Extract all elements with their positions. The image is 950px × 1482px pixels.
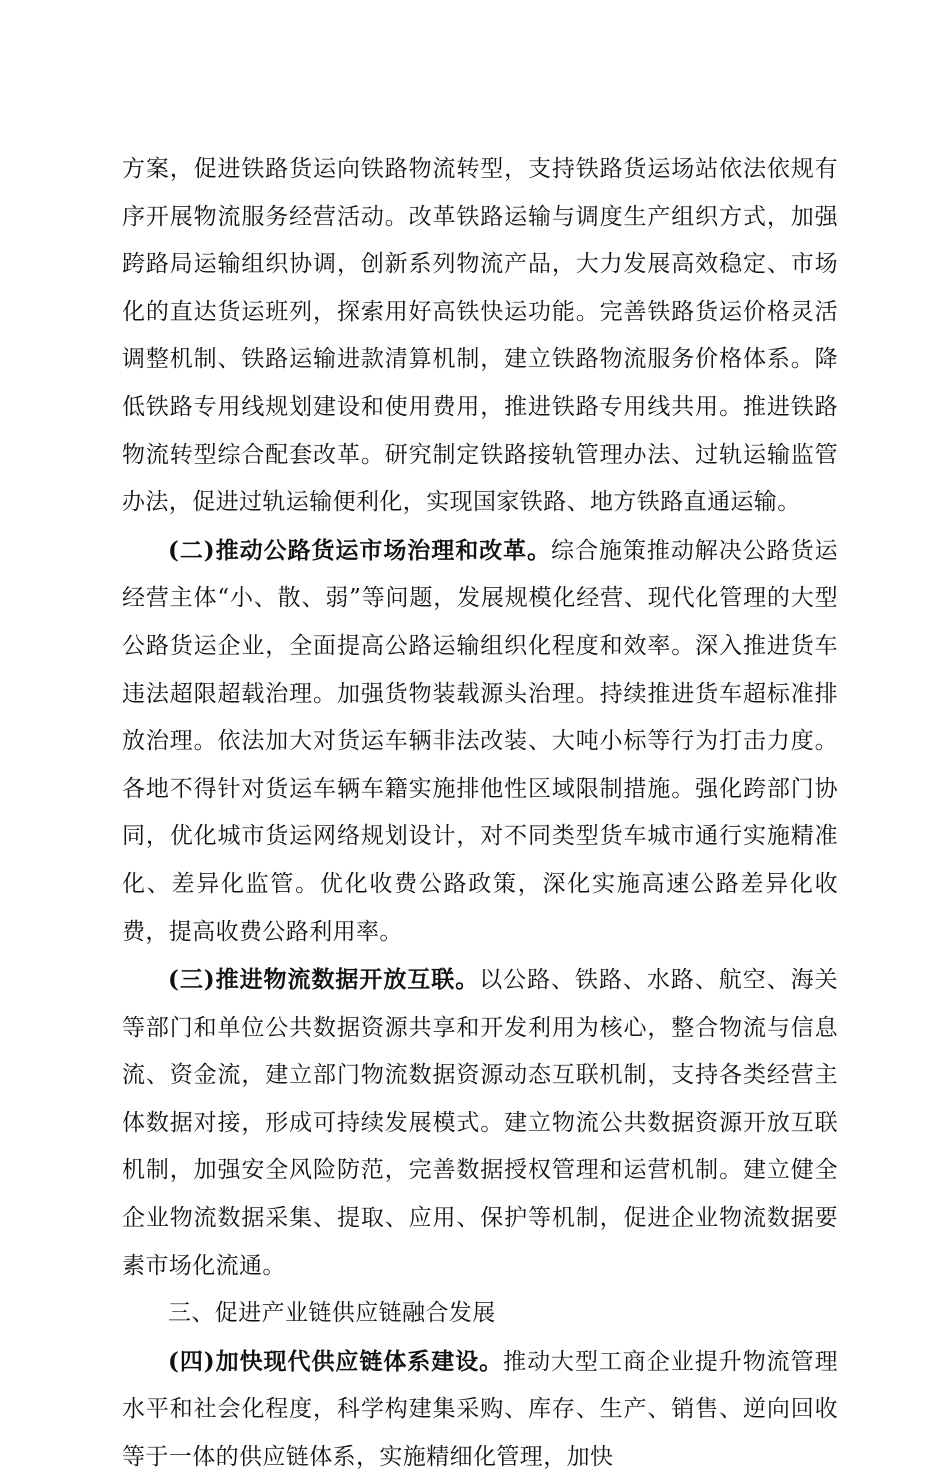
document-page (122, 146, 838, 1482)
paragraph-body: 方案，促进铁路货运向铁路物流转型，支持铁路货运场站依法依规有序开展物流服务经营活动。改革铁路运输与调度生产组织方式，加强跨路局运输组织协调，创新系列物流产品，大力发展高效稳定、市场化的直达货运班列，探索用好高铁快运功能。完善铁路货运价格灵活调整机制、铁路运输进款清算机制，建立铁路物流服务价格体系。降低铁路专用线规划建设和使用费用，推进铁路专用线共用。推进铁路物流转型综合配套改革。研究制定铁路接轨管理办法、过轨运输监管办法，促进过轨运输便利化，实现国家铁路、地方铁路直通运输。 (122, 156, 838, 516)
paragraph-logistics-data (122, 956, 838, 1290)
section-heading: 三、促进产业链供应链融合发展 (168, 1300, 496, 1327)
paragraph-body: 综合施策推动解决公路货运经营主体“小、散、弱”等问题，发展规模化经营、现代化管理的大型公路货运企业，全面提高公路运输组织化程度和效率。深入推进货车违法超限超载治理。加强货物装载源头治理。持续推进货车超标准排放治理。依法加大对货运车辆非法改装、大吨小标等行为打击力度。各地不得针对货运车辆车籍实施排他性区域限制措施。强化跨部门协同，优化城市货运网络规划设计，对不同类型货车城市通行实施精准化、差异化监管。优化收费公路政策，深化实施高速公路差异化收费，提高收费公路利用率。 (122, 537, 838, 945)
paragraph-lead: (三)推进物流数据开放互联。 (168, 966, 480, 994)
paragraph-body: 以公路、铁路、水路、航空、海关等部门和单位公共数据资源共享和开发利用为核心，整合物流与信息流、资金流，建立部门物流数据资源动态互联机制，支持各类经营主体数据对接，形成可持续发展模式。建立物流公共数据资源开放互联机制，加强安全风险防范，完善数据授权管理和运营机制。建立健全企业物流数据采集、提取、应用、保护等机制，促进企业物流数据要素市场化流通。 (122, 967, 838, 1279)
paragraph-road-freight (122, 527, 838, 956)
paragraph-lead: (二)推动公路货运市场治理和改革。 (168, 536, 552, 564)
paragraph-supply-chain (122, 1338, 838, 1482)
paragraph-railway-reform (122, 146, 838, 527)
paragraph-lead: (四)加快现代供应链体系建设。 (168, 1347, 504, 1375)
paragraph-body: 推动大型工商企业提升物流管理水平和社会化程度，科学构建集采购、库存、生产、销售、逆向回收等于一体的供应链体系，实施精细化管理，加快 (122, 1348, 838, 1471)
